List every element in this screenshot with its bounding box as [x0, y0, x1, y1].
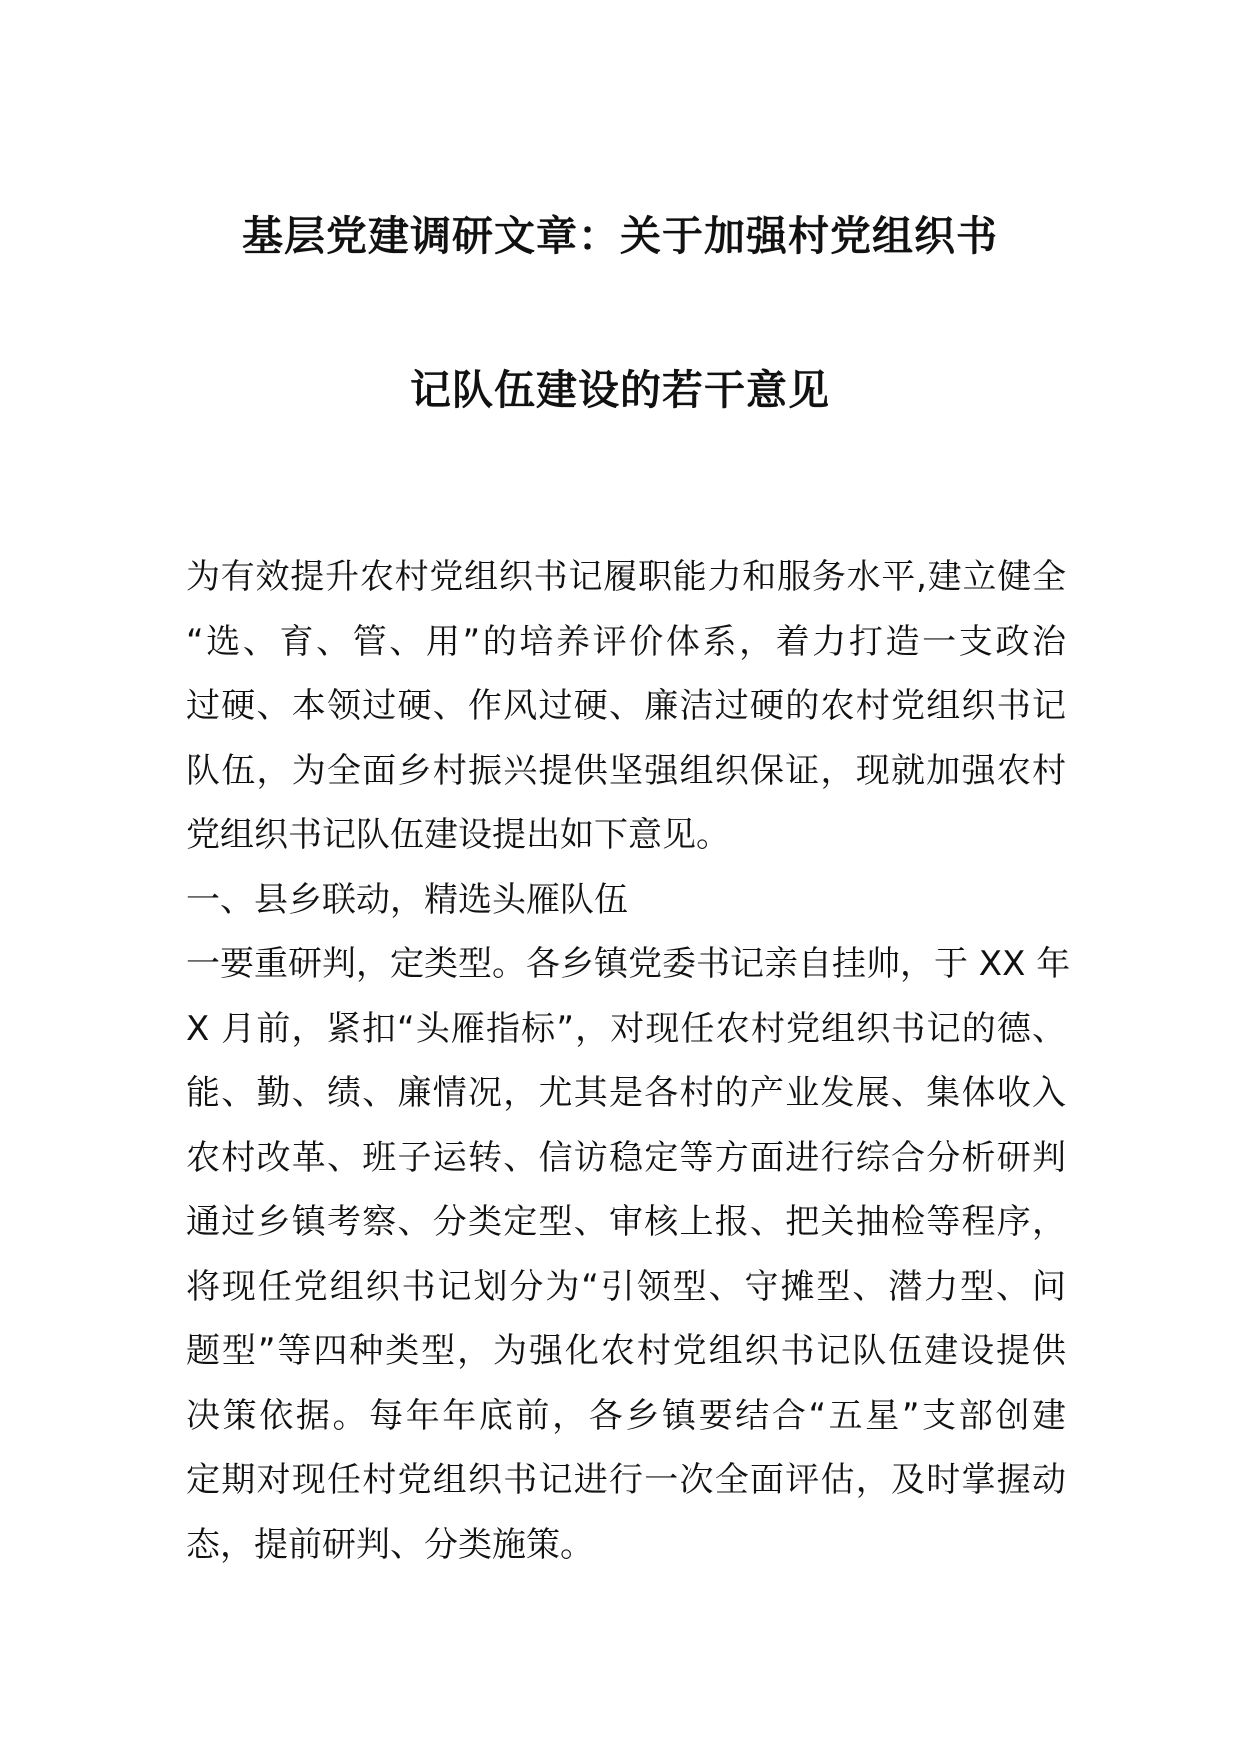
body-text-line: 党组织书记队伍建设提出如下意见。 — [186, 815, 730, 855]
document-title-line-2: 记队伍建设的若干意见 — [410, 366, 830, 414]
body-text-line: 态，提前研判、分类施策。 — [186, 1524, 594, 1565]
body-text-line: 将现任党组织书记划分为“引领型、守摊型、潜力型、问 — [186, 1266, 1066, 1307]
body-text-line: “选、育、管、用”的培养评价体系，着力打造一支政治 — [186, 621, 1066, 662]
body-text-line: 一、县乡联动，精选头雁队伍 — [186, 879, 628, 920]
body-text-line: 过硬、本领过硬、作风过硬、廉洁过硬的农村党组织书记 — [186, 686, 1066, 726]
body-text-line: 为有效提升农村党组织书记履职能力和服务水平,建立健全 — [186, 557, 1066, 597]
body-text-line: 题型”等四种类型，为强化农村党组织书记队伍建设提供 — [186, 1331, 1066, 1371]
body-text-line: 农村改革、班子运转、信访稳定等方面进行综合分析研判 — [186, 1137, 1066, 1178]
body-text-line: X 月前，紧扣“头雁指标”，对现任农村党组织书记的德、 — [186, 1008, 1066, 1049]
body-text-line: 能、勤、绩、廉情况，尤其是各村的产业发展、集体收入 — [186, 1073, 1066, 1113]
body-text-line: 决策依据。每年年底前，各乡镇要结合“五星”支部创建 — [186, 1395, 1066, 1436]
document-title-line-1: 基层党建调研文章：关于加强村党组织书 — [242, 212, 998, 260]
document-body — [186, 545, 1071, 1577]
body-text-line: 队伍，为全面乡村振兴提供坚强组织保证，现就加强农村 — [186, 750, 1066, 791]
body-text-line: 通过乡镇考察、分类定型、审核上报、把关抽检等程序， — [186, 1202, 1066, 1242]
body-text-line: 定期对现任村党组织书记进行一次全面评估，及时掌握动 — [186, 1460, 1066, 1500]
body-text-line: 一要重研判，定类型。各乡镇党委书记亲自挂帅，于 XX 年 — [186, 944, 1071, 984]
